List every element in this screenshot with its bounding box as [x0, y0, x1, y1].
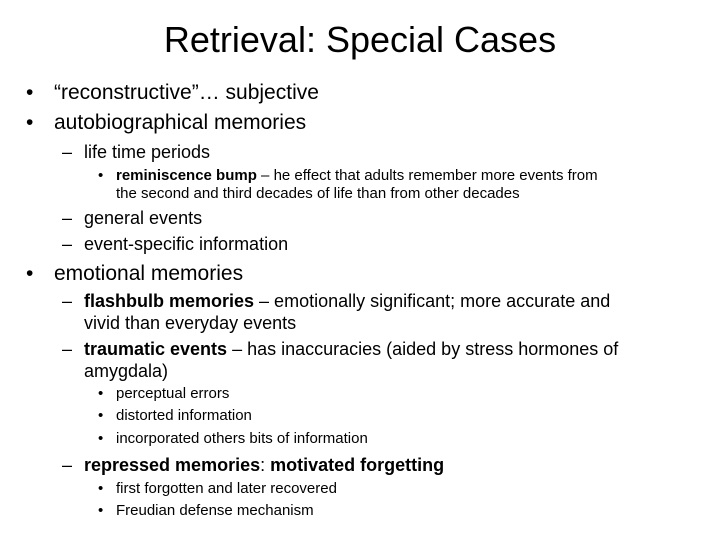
repressed-colon: :: [260, 455, 271, 475]
bullet-dot: •: [98, 385, 104, 402]
bullet-dash: –: [62, 455, 73, 475]
item-freudian: Freudian defense mechanism: [116, 502, 314, 519]
bullet-dot: •: [26, 262, 34, 285]
slide-title: Retrieval: Special Cases: [163, 19, 557, 60]
bullet-dot: •: [98, 407, 104, 424]
item-flashbulb-continued: vivid than everyday events: [84, 313, 297, 333]
item-repressed: [84, 454, 444, 476]
item-perceptual-errors: perceptual errors: [116, 385, 230, 402]
item-incorporated-info: incorporated others bits of information: [116, 430, 368, 447]
bullet-dash: –: [62, 291, 73, 311]
item-life-time-periods: life time periods: [84, 142, 211, 162]
item-reminiscence-continued: the second and third decades of life than from other decades: [116, 185, 520, 202]
bullet-dash: –: [62, 208, 73, 228]
reminiscence-term: reminiscence bump: [116, 167, 257, 184]
repressed-term: repressed memories: [84, 455, 261, 475]
traumatic-definition: – has inaccuracies (aided by stress hormones of: [227, 339, 619, 359]
item-emotional: emotional memories: [54, 262, 244, 285]
bullet-dash: –: [62, 339, 73, 359]
reminiscence-definition: – he effect that adults remember more events from: [256, 167, 598, 184]
bullet-dot: •: [98, 430, 104, 447]
item-first-forgotten: first forgotten and later recovered: [116, 480, 337, 497]
repressed-definition: motivated forgetting: [270, 455, 445, 475]
item-general-events: general events: [84, 208, 203, 228]
bullet-dot: •: [26, 111, 34, 134]
bullet-dot: •: [98, 480, 104, 497]
bullet-dash: –: [62, 234, 73, 254]
item-event-specific: event-specific information: [84, 234, 289, 254]
flashbulb-definition: – emotionally significant; more accurate and: [254, 291, 611, 311]
flashbulb-term: flashbulb memories: [84, 291, 255, 311]
traumatic-term: traumatic events: [84, 339, 228, 359]
item-traumatic-continued: amygdala): [84, 361, 169, 381]
item-traumatic: [84, 338, 618, 360]
item-autobiographical: autobiographical memories: [54, 111, 307, 134]
item-reconstructive: “reconstructive”… subjective: [54, 81, 319, 104]
bullet-dash: –: [62, 142, 73, 162]
item-reminiscence: [116, 166, 598, 185]
bullet-dot: •: [98, 167, 104, 184]
bullet-dot: •: [26, 81, 34, 104]
bullet-dot: •: [98, 502, 104, 519]
item-flashbulb: [84, 290, 610, 312]
item-distorted-info: distorted information: [116, 407, 252, 424]
